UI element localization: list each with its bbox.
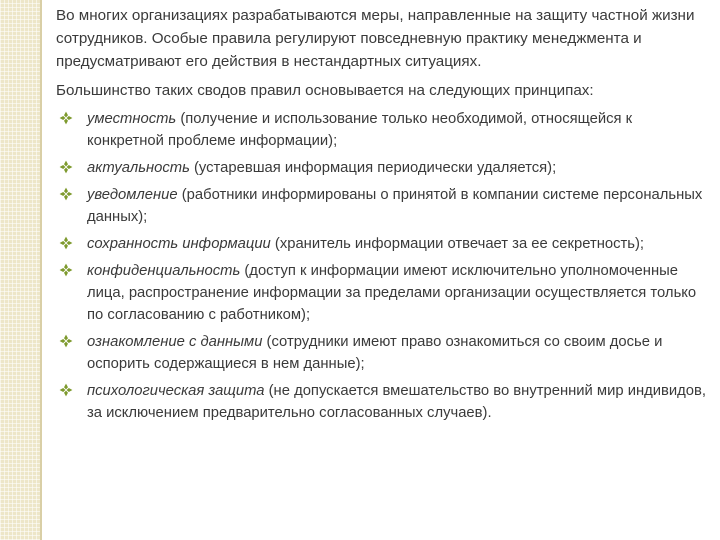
fleur-diamond-icon: [59, 334, 73, 348]
principle-term: психологическая защита: [87, 383, 265, 399]
principle-term: уведомление: [87, 187, 178, 203]
slide-content: [56, 4, 706, 429]
list-item: [56, 108, 706, 152]
principles-list: [56, 108, 706, 424]
intro-paragraph: Во многих организациях разрабатываются меры, направленные на защиту частной жизни сотрудников. Особые правила регулируют повседневную практику менеджмента и предусматривают его действия в нестандартных ситуациях.: [56, 7, 695, 70]
list-item: [56, 184, 706, 228]
principle-description: (работники информированы о принятой в компании системе персональных данных);: [87, 187, 703, 225]
list-item: [56, 331, 706, 375]
principle-term: уместность: [87, 111, 177, 127]
principle-term: конфиденциальность: [87, 263, 241, 279]
principle-term: актуальность: [87, 160, 190, 176]
decorative-side-rule: [40, 0, 42, 540]
principle-term: сохранность информации: [87, 236, 271, 252]
principle-description: (устаревшая информация периодически удаляется);: [189, 160, 557, 176]
list-item: [56, 233, 706, 255]
principle-description: (получение и использование только необходимой, относящейся к конкретной проблеме информации);: [87, 111, 633, 149]
fleur-diamond-icon: [59, 111, 73, 125]
fleur-diamond-icon: [59, 236, 73, 250]
fleur-diamond-icon: [59, 187, 73, 201]
principle-description: (доступ к информации имеют исключительно уполномоченные лица, распространение информации за пределами организации осуществляется только по согласованию с работником);: [87, 263, 697, 323]
list-item: [56, 380, 706, 424]
principle-description: (хранитель информации отвечает за ее секретность);: [270, 236, 645, 252]
principle-description: (сотрудники имеют право ознакомиться со своим досье и оспорить содержащиеся в нем данные);: [87, 334, 663, 372]
fleur-diamond-icon: [59, 263, 73, 277]
list-item: [56, 157, 706, 179]
principles-lead-paragraph: Большинство таких сводов правил основывается на следующих принципах:: [56, 82, 594, 99]
principle-term: ознакомление с данными: [87, 334, 263, 350]
decorative-side-strip: [0, 0, 40, 540]
fleur-diamond-icon: [59, 160, 73, 174]
list-item: [56, 260, 706, 326]
fleur-diamond-icon: [59, 383, 73, 397]
principle-description: (не допускается вмешательство во внутренний мир индивидов, за исключением предварительно согласованных случаев).: [87, 383, 707, 421]
